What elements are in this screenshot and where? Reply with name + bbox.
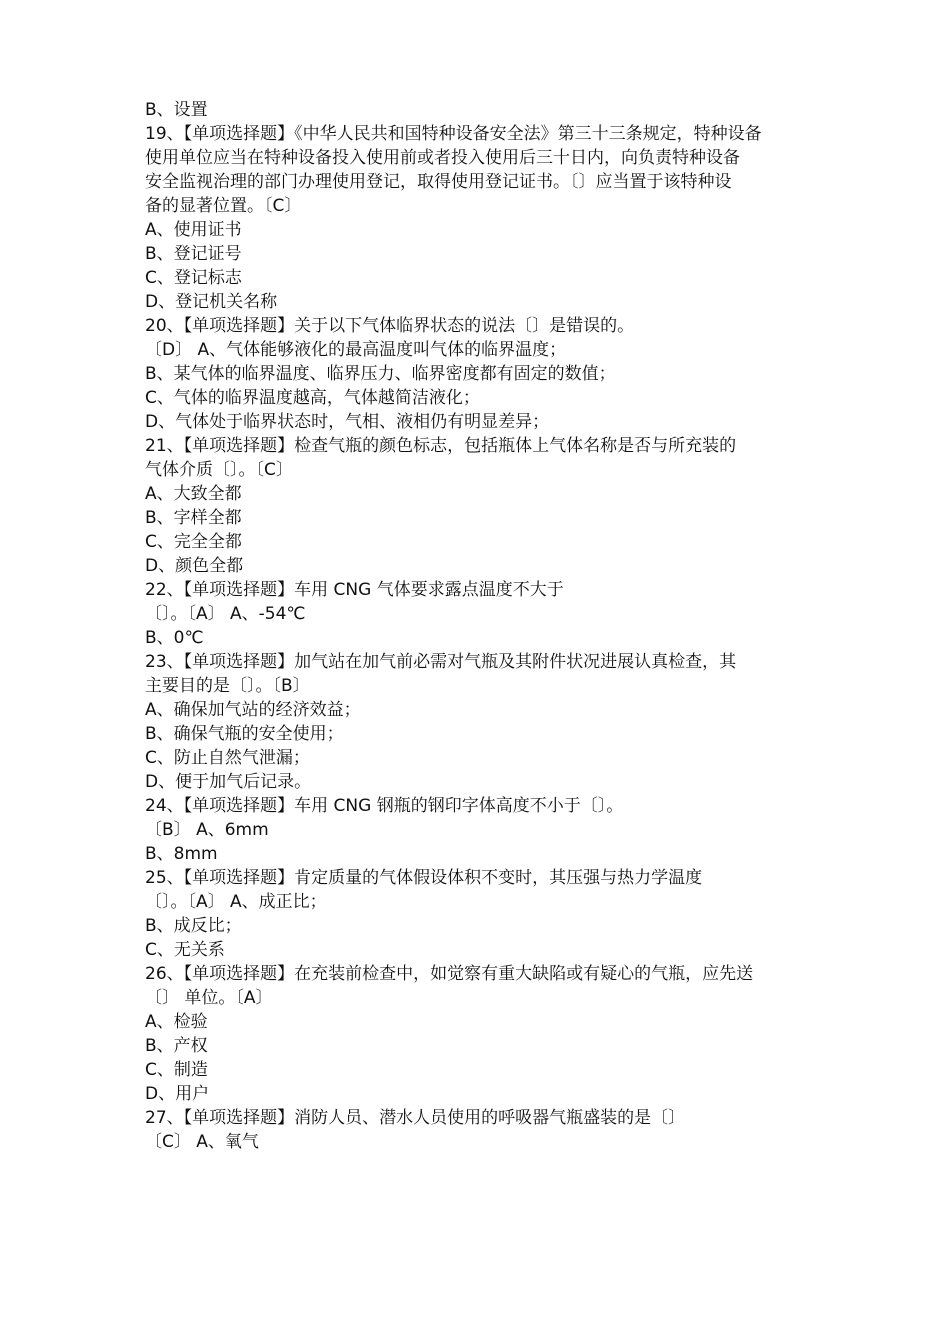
question-25-stem: 25、【单项选择题】肯定质量的气体假设体积不变时，其压强与热力学温度	[145, 868, 703, 888]
option-line: A、使用证书	[145, 220, 242, 240]
text-line: 备的显著位置。〔C〕	[145, 196, 302, 216]
option-line: C、制造	[145, 1060, 208, 1080]
option-line: 〔C〕 A、氧气	[145, 1132, 259, 1152]
document-text	[145, 98, 817, 1154]
option-line: B、产权	[145, 1036, 208, 1056]
question-24-stem: 24、【单项选择题】车用 CNG 钢瓶的钢印字体高度不小于〔〕。	[145, 796, 624, 816]
option-line: B、0℃	[145, 628, 204, 648]
text-line: 气体介质〔〕。〔C〕	[145, 460, 293, 480]
option-line: 〔B〕 A、6mm	[145, 820, 269, 840]
text-line: B、设置	[145, 100, 208, 120]
option-line: 〔〕。〔A〕 A、-54℃	[145, 604, 306, 624]
question-21-stem: 21、【单项选择题】检查气瓶的颜色标志，包括瓶体上气体名称是否与所充装的	[145, 436, 737, 456]
text-line: 安全监视治理的部门办理使用登记，取得使用登记证书。〔〕应当置于该特种设	[145, 172, 732, 192]
option-line: B、登记证号	[145, 244, 242, 264]
question-20-stem: 20、【单项选择题】关于以下气体临界状态的说法〔〕是错误的。	[145, 316, 635, 336]
option-line: B、字样全都	[145, 508, 242, 528]
option-line: C、无关系	[145, 940, 225, 960]
option-line: C、防止自然气泄漏；	[145, 748, 310, 768]
option-line: D、登记机关名称	[145, 292, 278, 312]
option-line: A、大致全都	[145, 484, 242, 504]
option-line: B、成反比；	[145, 916, 242, 936]
option-line: A、确保加气站的经济效益；	[145, 700, 361, 720]
option-line: 〔〕。〔A〕 A、成正比；	[145, 892, 327, 912]
option-line: B、8mm	[145, 844, 218, 864]
option-line: D、便于加气后记录。	[145, 772, 312, 792]
option-line: C、登记标志	[145, 268, 242, 288]
option-line: C、完全全都	[145, 532, 242, 552]
text-line: 〔〕 单位。〔A〕	[145, 988, 273, 1008]
question-22-stem: 22、【单项选择题】车用 CNG 气体要求露点温度不大于	[145, 580, 564, 600]
question-23-stem: 23、【单项选择题】加气站在加气前必需对气瓶及其附件状况进展认真检查，其	[145, 652, 737, 672]
text-line: 使用单位应当在特种设备投入使用前或者投入使用后三十日内，向负责特种设备	[145, 148, 740, 168]
text-line: 主要目的是〔〕。〔B〕	[145, 676, 310, 696]
option-line: D、颜色全都	[145, 556, 244, 576]
option-line: D、用户	[145, 1084, 210, 1104]
option-line: D、气体处于临界状态时，气相、液相仍有明显差异；	[145, 412, 550, 432]
option-line: B、确保气瓶的安全使用；	[145, 724, 344, 744]
option-line: 〔D〕 A、气体能够液化的最高温度叫气体的临界温度；	[145, 340, 567, 360]
option-line: A、检验	[145, 1012, 208, 1032]
option-line: C、气体的临界温度越高，气体越简洁液化；	[145, 388, 480, 408]
question-27-stem: 27、【单项选择题】消防人员、潜水人员使用的呼吸器气瓶盛装的是〔〕	[145, 1108, 686, 1128]
option-line: B、某气体的临界温度、临界压力、临界密度都有固定的数值；	[145, 364, 616, 384]
question-19-stem: 19、【单项选择题】《中华人民共和国特种设备安全法》第三十三条规定，特种设备	[145, 124, 762, 144]
question-26-stem: 26、【单项选择题】在充装前检查中，如觉察有重大缺陷或有疑心的气瓶，应先送	[145, 964, 754, 984]
